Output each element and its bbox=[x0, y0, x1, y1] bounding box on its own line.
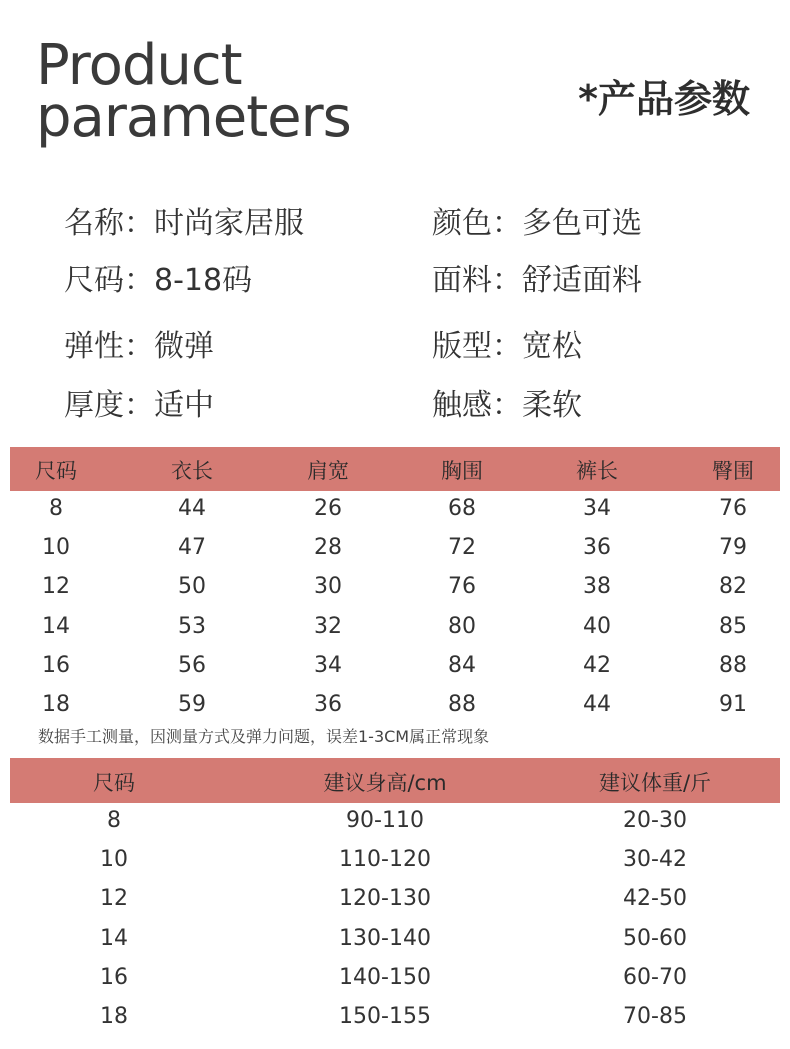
fit-table-header-cell: 建议身高/cm bbox=[323, 771, 447, 795]
fit-table-cell: 130-140 bbox=[339, 925, 431, 951]
fit-table-header-cell: 尺码 bbox=[93, 771, 135, 795]
measurement-note: 数据手工测量，因测量方式及弹力问题，误差1-3CM属正常现象 bbox=[38, 727, 490, 746]
size-table-cell: 44 bbox=[178, 496, 206, 521]
size-table-cell: 76 bbox=[448, 574, 476, 600]
size-table-cell: 72 bbox=[448, 535, 476, 561]
size-table-cell: 38 bbox=[583, 574, 611, 600]
page-title bbox=[36, 33, 351, 150]
size-table-cell: 18 bbox=[42, 692, 70, 717]
fit-table-cell: 110-120 bbox=[339, 847, 431, 873]
size-table-cell: 30 bbox=[314, 574, 342, 600]
size-table-cell: 47 bbox=[178, 535, 206, 561]
size-table-cell: 34 bbox=[314, 652, 342, 678]
fit-table-cell: 14 bbox=[100, 925, 128, 951]
spec-item-elasticity: 弹性：微弹 bbox=[64, 329, 214, 364]
size-table-cell: 26 bbox=[314, 496, 342, 521]
size-table-cell: 88 bbox=[448, 692, 476, 717]
fit-table-cell: 120-130 bbox=[339, 886, 431, 912]
fit-table-cell: 140-150 bbox=[339, 964, 431, 990]
spec-item-size: 尺码：8-18码 bbox=[64, 263, 253, 298]
size-table-cell: 42 bbox=[583, 652, 611, 678]
fit-table-cell: 16 bbox=[100, 964, 128, 990]
size-table-cell: 53 bbox=[178, 613, 206, 639]
size-table-cell: 36 bbox=[583, 535, 611, 561]
size-table-cell: 84 bbox=[448, 652, 476, 678]
size-table-cell: 88 bbox=[719, 652, 747, 678]
size-table-cell: 16 bbox=[42, 652, 70, 678]
size-table-cell: 68 bbox=[448, 496, 476, 521]
size-table-cell: 14 bbox=[42, 613, 70, 639]
size-table-cell: 34 bbox=[583, 496, 611, 521]
size-table-cell: 76 bbox=[719, 496, 747, 521]
size-table-cell: 79 bbox=[719, 535, 747, 561]
size-table-cell: 85 bbox=[719, 613, 747, 639]
size-table-header-cell: 衣长 bbox=[171, 459, 213, 483]
size-table-header-cell: 肩宽 bbox=[307, 459, 349, 483]
size-table-cell: 50 bbox=[178, 574, 206, 600]
spec-item-name: 名称：时尚家居服 bbox=[64, 206, 304, 241]
fit-table-cell: 20-30 bbox=[623, 808, 687, 833]
size-table-cell: 80 bbox=[448, 613, 476, 639]
size-table-header-cell: 尺码 bbox=[35, 459, 77, 483]
size-table-cell: 36 bbox=[314, 692, 342, 717]
fit-table-cell: 10 bbox=[100, 847, 128, 873]
fit-table-cell: 42-50 bbox=[623, 886, 687, 912]
size-table-header-cell: 胸围 bbox=[441, 459, 483, 483]
fit-table-cell: 70-85 bbox=[623, 1004, 687, 1029]
spec-item-thickness: 厚度：适中 bbox=[64, 388, 214, 423]
size-table-cell: 12 bbox=[42, 574, 70, 600]
size-table-cell: 44 bbox=[583, 692, 611, 717]
fit-table-cell: 12 bbox=[100, 886, 128, 912]
title-line-2: parameters bbox=[36, 85, 351, 150]
fit-table-cell: 50-60 bbox=[623, 925, 687, 951]
fit-table-cell: 8 bbox=[107, 808, 121, 833]
fit-table-cell: 60-70 bbox=[623, 964, 687, 990]
size-table-cell: 28 bbox=[314, 535, 342, 561]
size-table-header-cell: 臀围 bbox=[712, 459, 754, 483]
fit-table-cell: 18 bbox=[100, 1004, 128, 1029]
size-table-cell: 8 bbox=[49, 496, 63, 521]
fit-table-cell: 150-155 bbox=[339, 1004, 431, 1029]
fit-table-cell: 30-42 bbox=[623, 847, 687, 873]
spec-item-fabric: 面料：舒适面料 bbox=[432, 263, 642, 298]
size-table-cell: 40 bbox=[583, 613, 611, 639]
size-table-cell: 56 bbox=[178, 652, 206, 678]
size-table-header-cell: 裤长 bbox=[576, 459, 618, 483]
size-table-cell: 10 bbox=[42, 535, 70, 561]
spec-item-feel: 触感：柔软 bbox=[432, 388, 582, 423]
size-table-cell: 82 bbox=[719, 574, 747, 600]
title-line-1: Product bbox=[36, 33, 242, 98]
size-table-header-band bbox=[10, 447, 780, 491]
fit-table-header-cell: 建议体重/斤 bbox=[598, 771, 712, 795]
fit-table-cell: 90-110 bbox=[346, 808, 424, 833]
size-table-cell: 59 bbox=[178, 692, 206, 717]
size-table-cell: 32 bbox=[314, 613, 342, 639]
spec-item-color: 颜色：多色可选 bbox=[432, 206, 642, 241]
chinese-title: *产品参数 bbox=[578, 77, 750, 121]
spec-item-fit: 版型：宽松 bbox=[432, 329, 582, 364]
size-table-cell: 91 bbox=[719, 692, 747, 717]
